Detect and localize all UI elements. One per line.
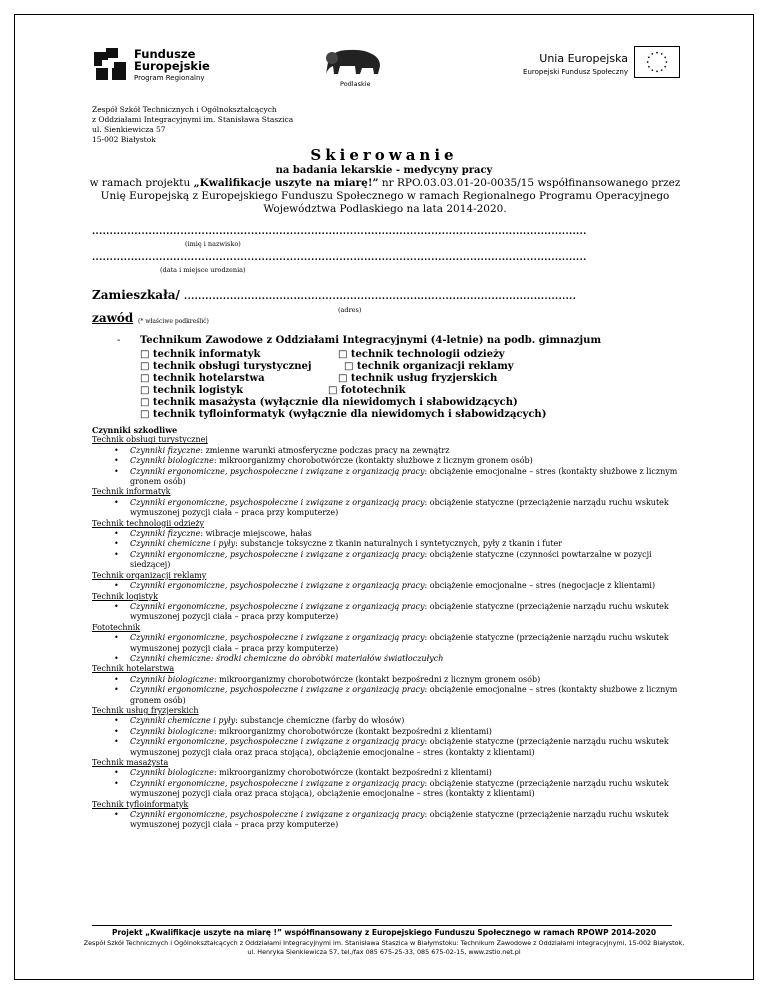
school-line4: 15-002 Białystok — [92, 135, 156, 144]
factor-text: : obciążenie statyczne (przeciążenie narządu ruchu wskutek wymuszonej pozycji ciała oraz praca stojąca), obciążenie emocjonalne – stres (kontakty z klientami) — [130, 737, 669, 757]
factor-category: Czynniki ergonomiczne, psychospołeczne i związane z organizacją pracy — [130, 466, 425, 476]
profession-option-logistyk[interactable]: □ technik logistyk — [140, 385, 243, 396]
factors-heading: Czynniki szkodliwe — [92, 425, 178, 435]
factor-profession-title: Technik obsługi turystycznej — [92, 435, 208, 445]
factor-list — [92, 498, 692, 519]
factor-item — [92, 675, 692, 685]
factor-item — [92, 602, 692, 623]
factor-item — [92, 654, 692, 664]
bullet-icon: • — [114, 674, 119, 684]
profession-option-reklama[interactable]: □ technik organizacji reklamy — [344, 361, 514, 372]
profession-option-masazysta[interactable]: □ technik masażysta (wyłącznie dla niewidomych i słabowidzących) — [140, 397, 518, 408]
bullet-icon: • — [114, 466, 119, 476]
factor-text: : mikroorganizmy chorobotwórcze (kontakty służbowe z licznym gronem osób) — [213, 456, 533, 466]
factor-text: : obciążenie emocjonalne – stres (negocjacje z klientami) — [424, 581, 656, 591]
profession-option-tyfloinformatyk[interactable]: □ technik tyfloinformatyk (wyłącznie dla niewidomych i słabowidzących) — [140, 409, 547, 420]
profession-option-turystyka[interactable]: □ technik obsługi turystycznej — [140, 361, 312, 372]
bullet-icon: • — [114, 778, 119, 788]
school-line2: z Oddziałami Integracyjnymi im. Stanisława Staszica — [92, 115, 294, 124]
ue-line2: Europejski Fundusz Społeczny — [523, 68, 628, 76]
factor-list — [92, 633, 692, 664]
factor-text: : mikroorganizmy chorobotwórcze (kontakt bezpośredni z klientami) — [213, 726, 492, 736]
factor-category: Czynniki ergonomiczne, psychospołeczne i związane z organizacją pracy — [130, 601, 425, 611]
factor-category: Czynniki ergonomiczne, psychospołeczne i związane z organizacją pracy — [130, 685, 425, 695]
factor-text: : mikroorganizmy chorobotwórcze (kontakt bezpośredni z licznym gronem osób) — [213, 674, 541, 684]
factor-list — [92, 810, 692, 831]
factor-item — [92, 768, 692, 778]
factor-text: : obciążenie emocjonalne – stres (kontakty służbowe z licznym gronem osób) — [130, 685, 678, 705]
bullet-icon: • — [114, 653, 119, 663]
birth-field-label: (data i miejsce urodzenia) — [160, 266, 246, 274]
factor-profession-title: Technik informatyk — [92, 487, 171, 497]
factor-text: : obciążenie statyczne (przeciążenie narządu ruchu wskutek wymuszonej pozycji ciała – praca przy komputerze) — [130, 601, 669, 622]
fundusze-europejskie-logo — [92, 46, 252, 86]
project-l1c: nr RPO.03.03.01-20-0035/15 współfinansowanego przez — [378, 177, 681, 189]
address-field[interactable] — [92, 288, 576, 302]
factor-item — [92, 498, 692, 519]
profession-option-odziezy[interactable]: □ technik technologii odzieży — [338, 349, 505, 360]
factor-list — [92, 768, 692, 799]
factor-profession-title: Fototechnik — [92, 622, 141, 632]
factor-list — [92, 675, 692, 706]
factor-profession-title: Technik usług fryzjerskich — [92, 705, 199, 715]
harmful-factors-section — [92, 425, 692, 831]
factor-item — [92, 779, 692, 800]
document-subtitle: na badania lekarskie - medycyny pracy — [275, 165, 493, 176]
bison-icon — [318, 44, 388, 80]
factor-item — [92, 529, 692, 539]
factor-category: Czynniki biologiczne — [130, 674, 214, 684]
name-field-label: (imię i nazwisko) — [185, 240, 241, 248]
bullet-icon: • — [114, 726, 119, 736]
profession-note: (* właściwe podkreślić) — [138, 318, 209, 325]
fe-mark-icon — [92, 46, 128, 84]
factor-category: Czynniki ergonomiczne, psychospołeczne i związane z organizacją pracy — [130, 633, 425, 643]
factor-item — [92, 539, 692, 549]
project-l3: Województwa Podlaskiego na lata 2014-2020. — [263, 203, 507, 215]
factor-profession-title: Technik technologii odzieży — [92, 518, 205, 528]
factor-item — [92, 685, 692, 706]
project-name: „Kwalifikacje uszyte na miarę!” — [193, 177, 379, 189]
factor-item — [92, 550, 692, 571]
school-line1: Zespół Szkół Technicznych i Ogólnokształcących — [92, 105, 277, 114]
bullet-icon: • — [114, 737, 119, 747]
school-type: Technikum Zawodowe z Oddziałami Integracyjnymi (4-letnie) na podb. gimnazjum — [140, 335, 602, 346]
address-hint: (adres) — [338, 306, 362, 314]
factor-list — [92, 446, 692, 488]
fe-line3: Program Regionalny — [134, 74, 205, 82]
factor-category: Czynniki chemiczne i pyły — [130, 716, 236, 726]
factor-category: Czynniki fizyczne — [130, 529, 201, 539]
bullet-icon: • — [114, 810, 119, 820]
bullet-icon: • — [114, 549, 119, 559]
name-field-dots[interactable]: ............................................................................................................................................ — [92, 227, 587, 237]
bullet-icon: • — [114, 633, 119, 643]
factor-text: : substancje chemiczne (farby do włosów) — [235, 716, 405, 726]
factor-profession-title: Technik masażysta — [92, 758, 169, 767]
project-description — [80, 177, 690, 216]
factor-text: : obciążenie emocjonalne – stres (kontakty służbowe z licznym gronem osób) — [130, 466, 678, 487]
address-label: Zamieszkała/ — [92, 288, 185, 302]
bullet-icon: • — [114, 445, 119, 455]
factor-list — [92, 716, 692, 758]
factor-category: Czynniki ergonomiczne, psychospołeczne i związane z organizacją pracy — [130, 549, 425, 559]
factor-category: Czynniki chemiczne: środki chemiczne do obróbki materiałów światłoczułych — [130, 653, 444, 663]
factor-item — [92, 446, 692, 456]
factor-list — [92, 581, 692, 591]
footer-project: Projekt „Kwalifikacje uszyte na miarę !” współfinansowany z Europejskiego Funduszu Społecznego w ramach RPOWP 2014-2020 — [111, 928, 657, 937]
profession-option-hotelarstwo[interactable]: □ technik hotelarstwa — [140, 373, 265, 384]
factor-text: : obciążenie statyczne (przeciążenie narządu ruchu wskutek wymuszonej pozycji ciała – praca przy komputerze) — [130, 633, 669, 653]
factor-category: Czynniki fizyczne — [130, 445, 201, 455]
bullet-icon: • — [114, 456, 119, 466]
factor-category: Czynniki ergonomiczne, psychospołeczne i związane z organizacją pracy — [130, 778, 425, 788]
factor-text: : substancje toksyczne z tkanin naturalnych i syntetycznych, pyły z tkanin i futer — [235, 539, 563, 549]
birth-field-dots[interactable]: ............................................................................................................................................ — [92, 253, 587, 263]
factor-text: : mikroorganizmy chorobotwórcze (kontakt bezpośredni z klientami) — [213, 768, 492, 778]
profession-option-informatyk[interactable]: □ technik informatyk — [140, 349, 261, 360]
factor-category: Czynniki ergonomiczne, psychospołeczne i związane z organizacją pracy — [130, 737, 425, 747]
factor-item — [92, 581, 692, 591]
address-dots: ............................................................................................................... — [184, 292, 577, 302]
school-line3: ul. Sienkiewicza 57 — [92, 125, 166, 134]
factor-list — [92, 529, 692, 571]
factor-category: Czynniki ergonomiczne, psychospołeczne i związane z organizacją pracy — [130, 497, 425, 507]
bullet-icon: • — [114, 685, 119, 695]
ue-line1: Unia Europejska — [539, 52, 628, 65]
factor-item — [92, 456, 692, 466]
eu-flag-icon — [634, 46, 680, 78]
factor-item — [92, 810, 692, 831]
factor-text: : zmienne warunki atmosferyczne podczas pracy na zewnątrz — [200, 445, 450, 455]
factor-text: : wibracje miejscowe, hałas — [200, 529, 312, 539]
factors-list — [92, 435, 692, 830]
bullet-icon: • — [114, 581, 119, 591]
factor-item — [92, 467, 692, 488]
bullet-icon: • — [114, 539, 119, 549]
factor-profession-title: Technik tyfloinformatyk — [92, 799, 189, 809]
factor-item — [92, 716, 692, 726]
podlaskie-label: Podlaskie — [340, 80, 371, 88]
factor-profession-title: Technik organizacji reklamy — [92, 570, 207, 580]
profession-option-fryzjer[interactable]: □ technik usług fryzjerskich — [338, 373, 498, 384]
factor-category: Czynniki chemiczne i pyły — [130, 539, 236, 549]
factor-list — [92, 602, 692, 623]
factor-category: Czynniki biologiczne — [130, 726, 214, 736]
factor-text: : obciążenie statyczne (przeciążenie narządu ruchu wskutek wymuszonej pozycji ciała – praca przy komputerze) — [130, 497, 669, 518]
school-address — [92, 105, 293, 145]
profession-label: zawód — [92, 311, 134, 325]
bullet-icon: • — [114, 497, 119, 507]
profession-option-fototechnik[interactable]: □ fototechnik — [328, 385, 406, 396]
factor-item — [92, 727, 692, 737]
factor-profession-title: Technik hotelarstwa — [92, 664, 175, 674]
podlaskie-logo — [318, 44, 388, 90]
factor-text: : obciążenie statyczne (przeciążenie narządu ruchu wskutek wymuszonej pozycji ciała – praca przy komputerze) — [130, 810, 669, 830]
list-dash: - — [117, 335, 121, 346]
factor-category: Czynniki biologiczne — [130, 768, 214, 778]
factor-profession-title: Technik logistyk — [92, 591, 158, 601]
factor-item — [92, 633, 692, 654]
fe-line1: Fundusze — [134, 47, 196, 61]
factor-category: Czynniki biologiczne — [130, 456, 214, 466]
bullet-icon: • — [114, 601, 119, 611]
factor-category: Czynniki ergonomiczne, psychospołeczne i związane z organizacją pracy — [130, 581, 425, 591]
project-l1a: w ramach projektu — [89, 177, 194, 189]
fe-line2: Europejskie — [134, 59, 210, 73]
eu-logo — [500, 44, 680, 86]
bullet-icon: • — [114, 716, 119, 726]
factor-text: : obciążenie statyczne (czynności powtarzalne w pozycji siedzącej) — [130, 549, 652, 570]
factor-category: Czynniki ergonomiczne, psychospołeczne i związane z organizacją pracy — [130, 810, 425, 820]
factor-item — [92, 737, 692, 758]
bullet-icon: • — [114, 529, 119, 539]
footer-school: Zespół Szkół Technicznych i Ogólnokształcących z Oddziałami Integracyjnymi im. Stanisława Staszica w Białymstoku: Technikum Zawodowe z Oddziałami Integracyjnymi, 15-002 Białystok, ul. Henryka Sienkiewicza 57, tel./fax 085 675-25-33, 085 675-02-15, www.zstio.net.pl — [83, 939, 685, 956]
factor-text: : obciążenie statyczne (przeciążenie narządu ruchu wskutek wymuszonej pozycji ciała oraz praca stojąca), obciążenie emocjonalne – stres (kontakty z klientami) — [130, 778, 669, 799]
project-l2: Unię Europejską z Europejskiego Funduszu Społecznego w ramach Regionalnego Programu Operacyjnego — [100, 190, 670, 202]
footer-divider — [92, 925, 672, 926]
bullet-icon: • — [114, 768, 119, 778]
document-title: Skierowanie — [310, 146, 458, 164]
